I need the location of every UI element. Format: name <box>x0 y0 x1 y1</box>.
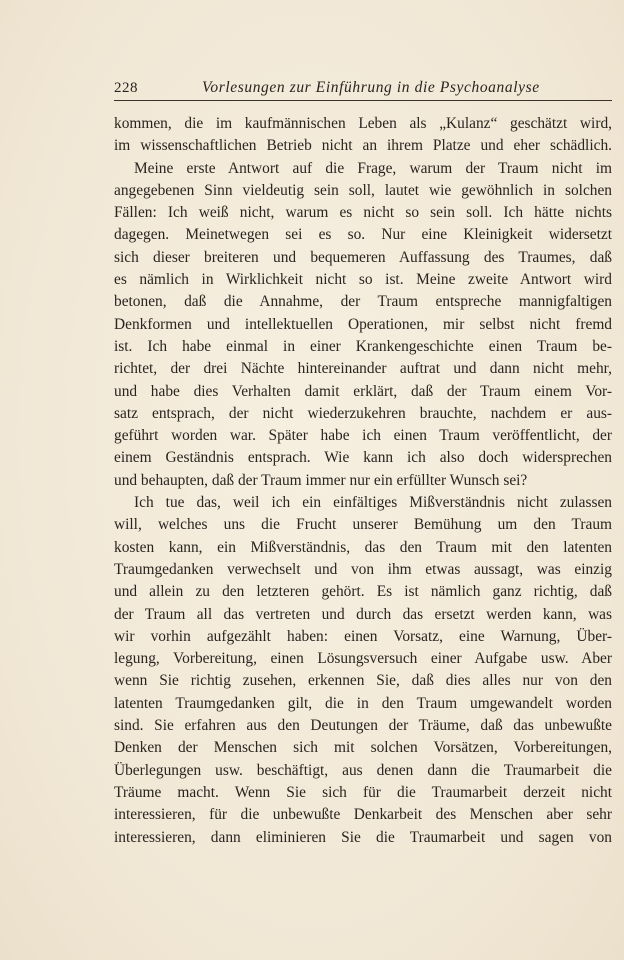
text-line: der Traum all das vertreten und durch das ersetzt werden kann, was <box>114 605 612 623</box>
text-line: sind. Sie erfahren aus den Deutungen der Träume, daß das unbewußte <box>114 717 612 735</box>
text-line: Traumgedanken verwechselt und von ihm etwas aussagt, was einzig <box>114 560 612 578</box>
text-line: angegebenen Sinn vieldeutig sein soll, lautet wie gewöhnlich in solchen <box>114 181 612 199</box>
text-line: es nämlich in Wirklichkeit nicht so ist. Meine zweite Antwort wird <box>114 271 612 289</box>
text-line: Überlegungen usw. beschäftigt, aus denen dann die Traumarbeit die <box>114 761 612 779</box>
text-line: und allein zu den letzteren gehört. Es ist nämlich ganz richtig, daß <box>114 583 612 601</box>
text-line: geführt worden war. Später habe ich einen Traum veröffentlicht, der <box>114 427 612 445</box>
text-line: satz entsprach, der nicht wiederzukehren brauchte, nachdem er aus- <box>114 404 612 422</box>
text-line: richtet, der drei Nächte hintereinander auftrat und dann nicht mehr, <box>114 360 612 378</box>
text-line: einem Geständnis entsprach. Wie kann ich also doch widersprechen <box>114 449 612 467</box>
text-line: betonen, daß die Annahme, der Traum entspreche mannigfaltigen <box>114 293 612 311</box>
text-line: will, welches uns die Frucht unserer Bemühung um den Traum <box>114 516 612 534</box>
header-rule <box>114 100 612 101</box>
text-line: wir vorhin aufgezählt haben: einen Vorsatz, eine Warnung, Über- <box>114 627 612 645</box>
text-line: legung, Vorbereitung, einen Lösungsversuch einer Aufgabe usw. Aber <box>114 650 612 668</box>
text-line: und behaupten, daß der Traum immer nur ein erfüllter Wunsch sei? <box>114 471 528 489</box>
body-text <box>114 113 612 849</box>
text-line: Träume macht. Wenn Sie sich für die Traumarbeit derzeit nicht <box>114 783 612 801</box>
text-line: ist. Ich habe einmal in einer Krankengeschichte einen Traum be- <box>114 337 612 355</box>
text-line: Meine erste Antwort auf die Frage, warum der Traum nicht im <box>134 159 612 177</box>
page-number: 228 <box>114 80 138 96</box>
text-line: Ich tue das, weil ich ein einfältiges Mißverständnis nicht zulassen <box>134 494 612 512</box>
text-line: kosten kann, ein Mißverständnis, das den Traum mit den latenten <box>114 538 612 556</box>
text-line: interessieren, für die unbewußte Denkarbeit des Menschen aber sehr <box>114 806 612 824</box>
text-line: Denken der Menschen sich mit solchen Vorsätzen, Vorbereitungen, <box>114 739 612 757</box>
text-line: interessieren, dann eliminieren Sie die Traumarbeit und sagen von <box>114 828 612 846</box>
running-title: Vorlesungen zur Einführung in die Psychoanalyse <box>202 79 540 96</box>
text-line: und habe dies Verhalten damit erklärt, daß der Traum einem Vor- <box>114 382 612 400</box>
page-header <box>114 76 612 102</box>
text-line: Denkformen und intellektuellen Operationen, mir selbst nicht fremd <box>114 315 612 333</box>
text-line: wenn Sie richtig zusehen, erkennen Sie, daß dies alles nur von den <box>114 672 612 690</box>
text-line: Fällen: Ich weiß nicht, warum es nicht so sein soll. Ich hätte nichts <box>114 204 612 222</box>
text-line: sich dieser breiteren und bequemeren Auffassung des Traumes, daß <box>114 248 612 266</box>
text-line: im wissenschaftlichen Betrieb nicht an ihrem Platze und eher schädlich. <box>114 137 612 155</box>
text-line: dagegen. Meinetwegen sei es so. Nur eine Kleinigkeit widersetzt <box>114 226 612 244</box>
text-line: kommen, die im kaufmännischen Leben als „Kulanz“ geschätzt wird, <box>114 115 612 132</box>
text-line: latenten Traumgedanken gilt, die in den Traum umgewandelt worden <box>114 694 612 712</box>
